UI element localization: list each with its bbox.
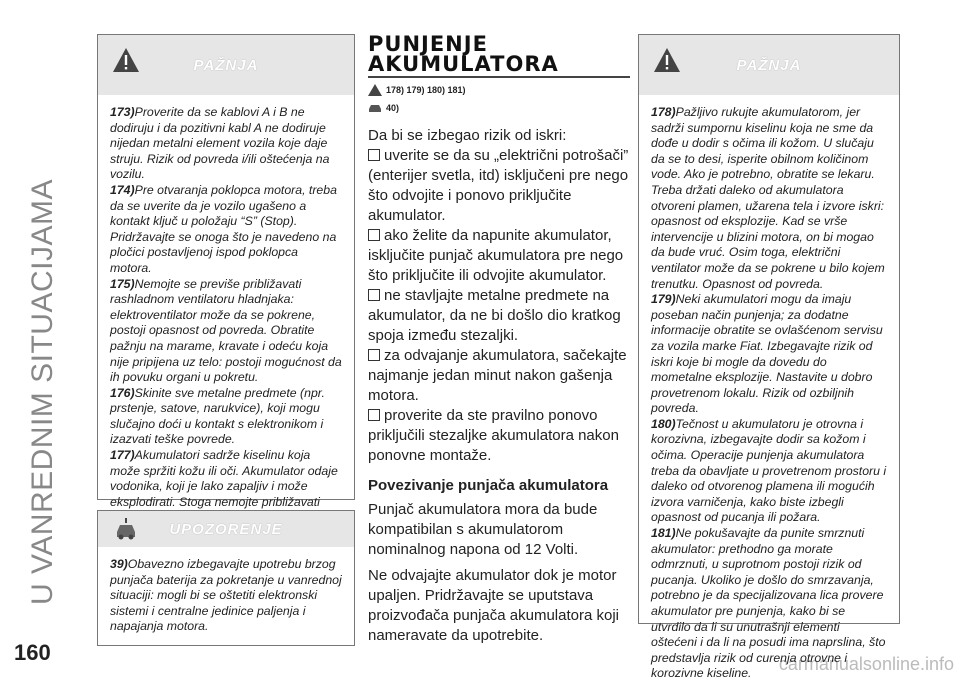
watermark: carmanualsonline.info <box>778 654 954 674</box>
warning-item <box>110 277 342 386</box>
bullet-text: uverite se da su „električni potrošači” (enterijer svetla, itd) isključeni pre nego što odvojite i ponovo priključite akumulator. <box>368 147 629 224</box>
side-title <box>8 40 78 605</box>
warning-item-num: 173) <box>110 105 135 119</box>
warning-item-num: 179) <box>651 292 676 307</box>
caution-item-text: Obavezno izbegavajte upotrebu brzog punjača baterija za pokretanje u vanrednoj situaciji: mogli bi se oštetiti elektronski sistemi i centralne jedinice paljenja i napajanja motora. <box>110 557 342 634</box>
caution-item <box>110 557 342 635</box>
warning-item-text: Nemojte se previše približavati rashladnom ventilatoru hladnjaka: elektroventilator može da se pokrene, postoji opasnost od povreda. Obratite pažnju na marame, kravate i odeću koja nije pripijena uz telo: postoji mogućnost da ih povuku organi u pokretu. <box>110 276 342 385</box>
refs-cautions <box>368 102 630 114</box>
bullet-item <box>368 406 630 466</box>
bullet-item <box>368 346 630 406</box>
left-warning-header <box>98 35 354 95</box>
left-warning-body <box>98 95 354 552</box>
bullet-text: ako želite da napunite akumulator, isključite punjač akumulatora pre nego što priključite ili odvojite akumulator. <box>368 227 624 284</box>
warning-item-text: Akumulatori sadrže kiselinu koja može spržiti kožu ili oči. Akumulator odaje vodonika, koji je lako zapaljiv i može eksplodirati. Stoga nemojte približavati <box>110 448 338 509</box>
warning-item-num: 175) <box>110 276 135 291</box>
checkbox-bullet-icon <box>368 149 380 161</box>
car-caution-icon <box>368 102 382 114</box>
warning-item <box>110 105 342 183</box>
bullet-text: proverite da ste pravilno ponovo priključili stezaljke akumulatora nakon ponovne montaže. <box>368 407 619 464</box>
warning-item <box>110 386 342 448</box>
warning-item-num: 181) <box>651 526 676 541</box>
section-title-line1: PUNJENJE <box>368 32 488 56</box>
warning-item <box>651 105 887 292</box>
center-body <box>368 126 630 646</box>
caution-item-num: 39) <box>110 557 128 571</box>
left-warning-box <box>97 34 355 509</box>
warning-item-num: 176) <box>110 385 135 400</box>
section-title <box>368 34 630 74</box>
warning-triangle-icon <box>368 84 382 96</box>
center-column <box>368 34 630 646</box>
bullet-item <box>368 146 630 226</box>
left-warning-title: PAŽNJA <box>193 57 259 74</box>
bullet-item <box>368 226 630 286</box>
bullet-text: ne stavljajte metalne predmete na akumulator, da ne bi došlo dio kratkog spoja između stezaljki. <box>368 287 621 344</box>
refs-warnings <box>368 84 630 96</box>
warning-item-text: Skinite sve metalne predmete (npr. prstenje, satove, narukvice), koji mogu slučajno doći u kontakt s elektronikom i izazvati teške povrede. <box>110 385 325 447</box>
side-title-text: U VANREDNIM SITUACIJAMA <box>26 179 59 605</box>
right-warning-title: PAŽNJA <box>736 57 802 74</box>
left-caution-header <box>98 511 354 547</box>
warning-item-num: 174) <box>110 182 135 197</box>
warning-item <box>651 417 887 526</box>
checkbox-bullet-icon <box>368 229 380 241</box>
page-number: 160 <box>14 640 51 665</box>
checkbox-bullet-icon <box>368 349 380 361</box>
warning-item-num: 177) <box>110 448 135 463</box>
warning-item-text: Neki akumulatori mogu da imaju poseban način punjenja; za dodatne informacije obratite se ovlašćenom servisu za vozila marke Fiat. Izbegavajte rizik od iskri koje bi mogle da dovedu do mometalne eksplozije. Nastavite u dobro provetrenom lokalu. Rizik od ozbiljnih povreda. <box>651 292 883 416</box>
warning-item <box>110 183 342 277</box>
bullet-item <box>368 286 630 346</box>
warning-item-text: Pre otvaranja poklopca motora, treba da se uverite da je vozilo ugašeno a kontakt ključ u položaju “S” (Stop). Pridržavajte se onoga što je navedeno na pločici postavljenoj ispod poklopca motora. <box>110 182 337 275</box>
warning-item-num: 180) <box>651 416 676 431</box>
paragraph: Punjač akumulatora mora da bude kompatibilan s akumulatorom nominalnog napona od 12 Volti. <box>368 501 598 558</box>
warning-item <box>651 526 887 682</box>
warning-item-text: Proverite da se kablovi A i B ne dodiruju i da pozitivni kabl A ne dodiruje nijedan metalni element vozila koje daje struju. Rizik od povreda i/ili oštećenja na vozilu. <box>110 105 330 182</box>
bullet-text: za odvajanje akumulatora, sačekajte najmanje jedan minut nakon gašenja motora. <box>368 347 627 404</box>
right-warning-body <box>639 95 899 692</box>
refs-warnings-text: 178) 179) 180) 181) <box>386 85 466 95</box>
left-caution-body <box>98 547 354 645</box>
section-title-line2: AKUMULATORA <box>368 52 559 76</box>
right-warning-header <box>639 35 899 95</box>
paragraph: Ne odvajajte akumulator dok je motor upaljen. Pridržavajte se uputstava proizvođača punjača akumulatora koji nameravate da upotrebite. <box>368 567 619 644</box>
checkbox-bullet-icon <box>368 409 380 421</box>
warning-item-text: Ne pokušavajte da punite smrznuti akumulator: prethodno ga morate odmrznuti, u suprotnom postoji rizik od pucanja. Ukoliko je došlo do smrzavanja, potrebno je da specijalizovana lica provere akumulator pre punjenja, kako bi se utvrdilo da li su unutrašnji elementi oštećeni i da li na posudi ima naprslina, što predstavlja rizik od curenja otrovne i korozivne kiseline. <box>651 526 886 681</box>
warning-item-text: Tečnost u akumulatoru je otrovna i korozivna, izbegavajte dodir sa kožom i očima. Operacije punjenja akumulatora treba da obavljate u provetrenom prostoru i daleko od otvorenog plamena ili mogućih izvora varničenja, kako biste izbegli opasnost od pucanja ili požara. <box>651 416 887 525</box>
intro-text: Da bi se izbegao rizik od iskri: <box>368 127 567 144</box>
warning-item-text: Pažljivo rukujte akumulatorom, jer sadrži sumpornu kiselinu koja ne sme da dođe u dodir s očima ili kožom. U slučaju da se to desi, isperite obilnom količinom vode. Ako je potrebno, obratite se lekaru. Treba držati daleko od akumulatora otvoreni plamen, užarena tela i izvore iskri: opasnost od eksplozije. Kad se vrše intervencije u blizini motora, on bi mogao da bude vruć. Osim toga, električni ventilator može da se pokrene u bilo kojem trenutku. Opasnost od povreda. <box>651 105 885 291</box>
subheading: Povezivanje punjača akumulatora <box>368 477 609 494</box>
warning-item <box>651 292 887 417</box>
warning-item-num: 178) <box>651 105 676 119</box>
left-caution-box <box>97 510 355 646</box>
refs-cautions-text: 40) <box>386 103 400 113</box>
left-caution-title: UPOZORENJE <box>169 521 283 538</box>
title-rule <box>368 76 630 78</box>
checkbox-bullet-icon <box>368 289 380 301</box>
